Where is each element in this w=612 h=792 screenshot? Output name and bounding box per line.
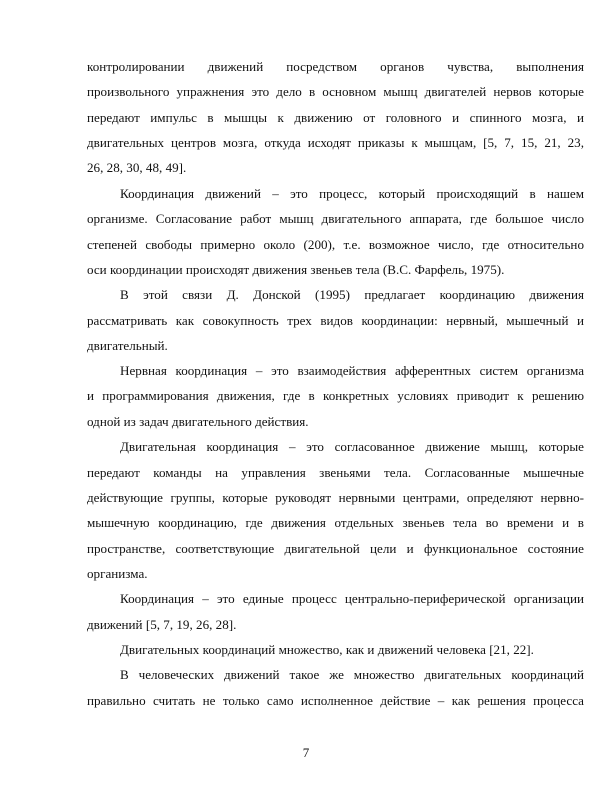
text-line: Двигательная координация – это согласованное движение мышц, которые [120,439,584,454]
text-line: и программирования движения, где в конкретных условиях приводит к решению [87,388,584,403]
text-line: одной из задач двигательного действия. [87,414,309,429]
text-line: движений [5, 7, 19, 26, 28]. [87,617,237,632]
text-line: организма. [87,566,148,581]
text-line: двигательных центров мозга, откуда исходят приказы к мышцам, [5, 7, 15, 21, 23, [87,135,584,150]
text-line: оси координации происходят движения звеньев тела (В.С. Фарфель, 1975). [87,262,505,277]
text-line: Координация движений – это процесс, который происходящий в нашем [120,186,584,201]
text-line: передают импульс в мышцы к движению от головного и спинного мозга, и [87,110,584,125]
page-number: 7 [302,745,310,760]
text-line: передают команды на управления звеньями тела. Согласованные мышечные [87,465,584,480]
text-line: Координация – это единые процесс центрально-периферической организации [120,591,584,606]
text-line: правильно считать не только само исполненное действие – как решения процесса [87,693,584,708]
text-line: 26, 28, 30, 48, 49]. [87,160,187,175]
text-line: степеней свободы примерно около (200), т.е. возможное число, где относительно [87,237,584,252]
text-line: Двигательных координаций множество, как и движений человека [21, 22]. [120,642,534,657]
text-line: В человеческих движений такое же множество двигательных координаций [120,667,584,682]
text-line: произвольного упражнения это дело в основном мышц двигателей нервов которые [87,84,584,99]
text-line: В этой связи Д. Донской (1995) предлагает координацию движения [120,287,584,302]
text-line: мышечную координацию, где движения отдельных звеньев тела во времени и в [87,515,584,530]
text-line: Нервная координация – это взаимодействия афферентных систем организма [120,363,584,378]
text-line: контролировании движений посредством органов чувства, выполнения [87,59,584,74]
text-line: организме. Согласование работ мышц двигательного аппарата, где большое число [87,211,584,226]
text-line: действующие группы, которые руководят нервными центрами, определяют нервно- [87,490,584,505]
text-line: двигательный. [87,338,168,353]
text-line: рассматривать как совокупность трех видов координации: нервный, мышечный и [87,313,584,328]
text-line: пространстве, соответствующие двигательной цели и функциональное состояние [87,541,584,556]
